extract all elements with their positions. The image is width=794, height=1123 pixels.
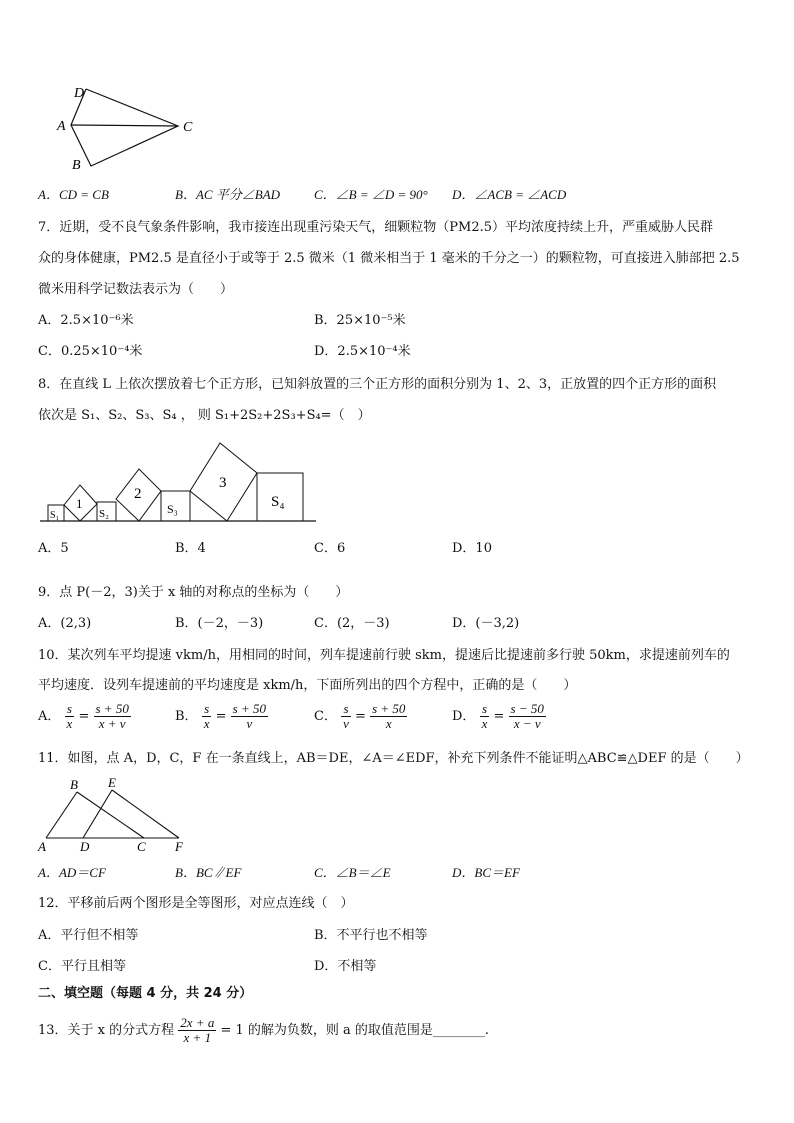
q10-stem-line1: 10．某次列车平均提速 vkm/h，用相同的时间，列车提速前行驶 skm，提速后比提速前多行驶 50km，求提速前列车的 — [38, 648, 730, 663]
q8-option-b[interactable]: B．4 — [175, 541, 206, 556]
label-E: E — [108, 776, 116, 790]
q12-option-c[interactable]: C．平行且相等 — [38, 959, 126, 974]
segment-DE — [83, 790, 112, 838]
q8-option-d[interactable]: D．10 — [452, 541, 492, 556]
label-s1: S₁ — [50, 510, 60, 521]
q10-stem-line2: 平均速度．设列车提速前的平均速度是 xkm/h，下面所列出的四个方程中，正确的是（ ） — [38, 678, 577, 693]
q10-b-equals: = — [215, 709, 227, 724]
q10-b-label: B． — [175, 709, 198, 724]
segment-EF — [112, 790, 179, 838]
q9-stem: 9．点 P(－2，3)关于 x 轴的对称点的坐标为（ ） — [38, 585, 349, 600]
q10-d-left-fraction: $\frac{s}{x}$ — [481, 701, 488, 731]
q6-option-d[interactable]: D．∠ACB = ∠ACD — [452, 187, 567, 202]
q10-d-label: D． — [452, 709, 476, 724]
q12-option-d[interactable]: D．不相等 — [314, 959, 377, 974]
label-s2: S₂ — [99, 508, 109, 520]
q11-option-b[interactable]: B．BC∥EF — [175, 865, 242, 880]
label-1: 1 — [76, 496, 83, 511]
squares-figure — [40, 435, 320, 525]
segment-AB — [46, 792, 77, 838]
q10-c-right-fraction: $\frac{s + 50}{x}$ — [372, 701, 406, 731]
q12-option-b[interactable]: B．不平行也不相等 — [314, 928, 428, 943]
triangles-figure — [36, 776, 196, 856]
q10-option-b[interactable] — [175, 702, 268, 731]
q9-option-c[interactable]: C．(2，－3) — [314, 616, 390, 631]
q10-c-left-fraction: $\frac{s}{v}$ — [343, 701, 349, 731]
label-F: F — [175, 839, 183, 854]
q10-c-label: C． — [314, 709, 337, 724]
q10-b-right-fraction: $\frac{s + 50}{v}$ — [232, 701, 267, 731]
q10-a-right-fraction: $\frac{s + 50}{x + v}$ — [95, 701, 129, 731]
q10-a-equals: = — [78, 709, 90, 724]
q11-option-d[interactable]: D．BC＝EF — [452, 865, 520, 880]
label-2: 2 — [134, 486, 142, 502]
label-B: B — [70, 777, 78, 792]
q9-option-d[interactable]: D．(－3,2) — [452, 616, 520, 631]
label-C: C — [183, 120, 193, 135]
q13-stem — [38, 1016, 489, 1045]
q13-prefix: 13．关于 x 的分式方程 — [38, 1023, 175, 1038]
q12-option-a[interactable]: A．平行但不相等 — [38, 928, 139, 943]
label-B: B — [72, 158, 81, 173]
q6-option-b[interactable]: B．AC 平分∠BAD — [175, 187, 281, 202]
q10-option-d[interactable] — [452, 702, 546, 731]
label-A: A — [57, 119, 66, 134]
q6-option-a[interactable]: A．CD = CB — [38, 187, 109, 202]
q10-d-right-fraction: $\frac{s - 50}{x - v}$ — [510, 701, 544, 731]
q13-fraction: $\frac{2x + a}{x + 1}$ — [180, 1015, 215, 1045]
label-D: D — [80, 839, 90, 854]
q13-suffix[interactable]: 的解为负数，则 a 的取值范围是________. — [247, 1023, 490, 1038]
q12-stem: 12．平移前后两个图形是全等图形，对应点连线（ ） — [38, 896, 354, 911]
q7-option-d[interactable]: D．2.5×10⁻⁴米 — [314, 344, 411, 359]
q7-stem-line1: 7．近期，受不良气象条件影响，我市接连出现重污染天气，细颗粒物（PM2.5）平均浓度持续上升，严重威胁人民群 — [38, 220, 714, 235]
q10-option-a[interactable] — [38, 702, 131, 731]
q11-option-a[interactable]: A．AD＝CF — [38, 865, 106, 880]
q10-b-left-fraction: $\frac{s}{x}$ — [203, 701, 210, 731]
q11-stem: 11．如图，点 A，D，C，F 在一条直线上，AB＝DE，∠A＝∠EDF，补充下列条件不能证明△ABC≌△DEF 的是（ ） — [38, 751, 749, 766]
q7-option-c[interactable]: C．0.25×10⁻⁴米 — [38, 344, 143, 359]
label-D: D — [74, 86, 85, 101]
q7-option-b[interactable]: B．25×10⁻⁵米 — [314, 313, 406, 328]
section-title-fill-in: 二、填空题（每题 4 分，共 24 分） — [38, 986, 253, 1001]
q11-option-c[interactable]: C．∠B＝∠E — [314, 865, 391, 880]
kite-figure — [50, 80, 210, 175]
q10-c-equals: = — [355, 709, 366, 724]
q13-equals: = 1 — [220, 1023, 244, 1038]
q8-stem-line1: 8．在直线 L 上依次摆放着七个正方形，已知斜放置的三个正方形的面积分别为 1、2、3，正放置的四个正方形的面积 — [38, 377, 717, 392]
q10-a-label: A． — [38, 709, 61, 724]
label-s3: S₃ — [167, 502, 178, 516]
q10-option-c[interactable] — [314, 702, 407, 731]
q7-stem-line3: 微米用科学记数法表示为（ ） — [38, 282, 234, 297]
label-C: C — [137, 839, 146, 854]
q7-option-a[interactable]: A．2.5×10⁻⁶米 — [38, 313, 134, 328]
label-s4: S₄ — [271, 494, 285, 510]
q6-option-c[interactable]: C．∠B = ∠D = 90° — [314, 187, 428, 202]
q9-option-a[interactable]: A．(2,3) — [38, 616, 92, 631]
q10-d-equals: = — [493, 709, 505, 724]
q8-stem-line2: 依次是 S₁、S₂、S₃、S₄ ， 则 S₁+2S₂+2S₃+S₄=（ ） — [38, 408, 371, 423]
kite-diagonal-ac — [71, 125, 178, 126]
q8-option-c[interactable]: C．6 — [314, 541, 346, 556]
label-3: 3 — [219, 475, 227, 491]
q7-stem-line2: 众的身体健康，PM2.5 是直径小于或等于 2.5 微米（1 微米相当于 1 毫米的千分之一）的颗粒物，可直接进入肺部把 2.5 — [38, 251, 740, 266]
q8-option-a[interactable]: A．5 — [38, 541, 69, 556]
kite-outline — [71, 89, 178, 166]
q10-a-left-fraction: $\frac{s}{x}$ — [66, 701, 73, 731]
q9-option-b[interactable]: B．(－2，－3) — [175, 616, 264, 631]
label-A: A — [38, 839, 46, 854]
